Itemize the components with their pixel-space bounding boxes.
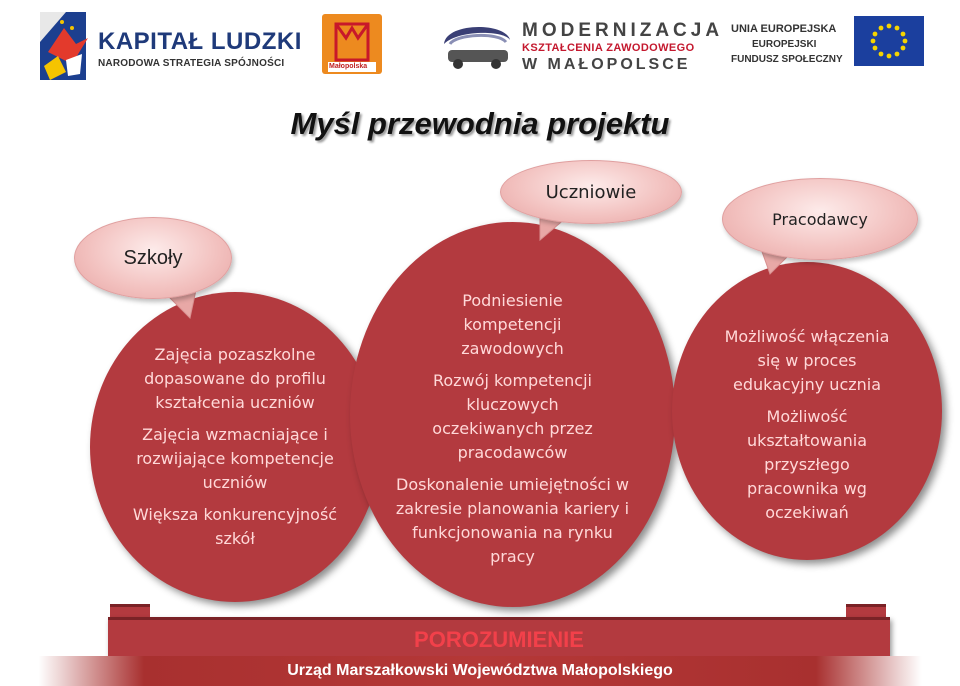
- schools-bubble-label: Szkoły: [123, 246, 183, 269]
- page-title: Myśl przewodnia projektu: [290, 106, 670, 141]
- agreement-label: POROZUMIENIE: [414, 627, 584, 652]
- malopolska-label: Małopolska: [329, 63, 368, 70]
- students-point-2: Rozwój kompetencji kluczowych oczekiwanych przez pracodawców: [432, 370, 593, 462]
- ue-line1: UNIA EUROPEJSKA: [731, 23, 837, 35]
- ue-line3: FUNDUSZ SPOŁECZNY: [731, 54, 843, 65]
- agreement-bar: [108, 617, 890, 660]
- schools-bubble: [74, 217, 232, 299]
- employers-bubble-label: Pracodawcy: [772, 209, 868, 229]
- employers-point-1: Możliwość włączenia się w proces edukacyjny ucznia: [724, 327, 890, 394]
- ue-line2: EUROPEJSKI: [752, 39, 817, 50]
- employers-bubble: [722, 178, 918, 260]
- modernizacja-line2: KSZTAŁCENIA ZAWODOWEGO: [522, 42, 695, 54]
- students-point-3: Doskonalenie umiejętności w zakresie planowania kariery i funkcjonowania na rynku pracy: [395, 474, 630, 566]
- employers-point-2: Możliwość ukształtowania przyszłego pracownika wg oczekiwań: [746, 407, 868, 522]
- modernizacja-line1: MODERNIZACJA: [522, 20, 724, 41]
- kapital-ludzki-title: KAPITAŁ LUDZKI: [98, 28, 302, 55]
- students-point-1: Podniesienie kompetencji zawodowych: [461, 290, 564, 358]
- students-bubble-label: Uczniowie: [545, 181, 637, 203]
- schools-point-1: Zajęcia pozaszkolne dopasowane do profilu kształcenia uczniów: [144, 345, 326, 412]
- footer: [0, 656, 960, 686]
- schools-point-2: Zajęcia wzmacniające i rozwijające kompetencje uczniów: [136, 425, 334, 492]
- kapital-ludzki-subtitle: NARODOWA STRATEGIA SPÓJNOŚCI: [98, 58, 285, 69]
- schools-point-3: Większa konkurencyjność szkół: [132, 505, 338, 548]
- modernizacja-line3: W MAŁOPOLSCE: [522, 56, 691, 73]
- footer-label: Urząd Marszałkowski Województwa Małopolskiego: [287, 662, 673, 679]
- students-bubble: [500, 160, 682, 224]
